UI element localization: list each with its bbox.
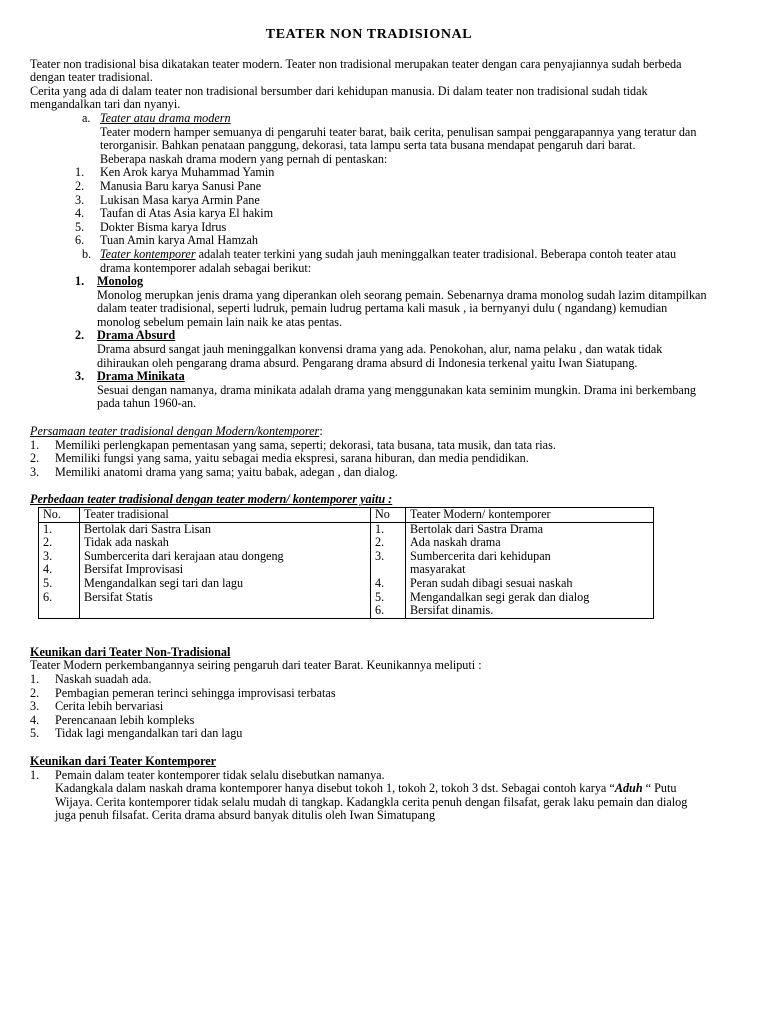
drama-modern-list [75, 166, 708, 248]
drama-minikata-body: Sesuai dengan namanya, drama minikata adalah drama yang menggunakan kata seminim mungkin. Drama ini berkembang pada tahun 1960-an. [97, 382, 697, 411]
list-item: 5. Tidak lagi mengandalkan tari dan lagu [30, 726, 243, 741]
list-item: 3. Cerita lebih bervariasi [30, 699, 164, 714]
list-item: 1. Naskah suadah ada. [30, 671, 152, 686]
header-tradisional: Teater tradisional [80, 508, 371, 523]
list-item: 2. Memiliki fungsi yang sama, yaitu sebagai media ekspresi, sarana hiburan, dan media pendidikan. [30, 451, 529, 466]
list-item: 2. Manusia Baru karya Sanusi Pane [75, 178, 262, 193]
section-a-marker: a. [82, 110, 91, 125]
monolog-heading: 1. Monolog [75, 274, 144, 289]
keunikan-non-intro: Teater Modern perkembangannya seiring pengaruh dari teater Barat. Keunikannya meliputi : [30, 658, 482, 673]
list-item: 6. Tuan Amin karya Amal Hamzah [75, 233, 258, 248]
intro-paragraph-2: Cerita yang ada di dalam teater non tradisional bersumber dari kehidupan manusia. Di dalam teater non tradisional sudah tidak mengandalkan tari dan nyanyi. [30, 83, 648, 112]
persamaan-heading: Persamaan teater tradisional dengan Modern/kontemporer: [30, 424, 323, 439]
list-item: 4. Taufan di Atas Asia karya El hakim [75, 206, 274, 221]
header-modern: Teater Modern/ kontemporer [406, 508, 654, 523]
keunikan-kontemporer-heading: Keunikan dari Teater Kontemporer [30, 753, 217, 768]
perbedaan-table [38, 507, 654, 619]
header-no-left: No. [39, 508, 80, 523]
right-number-column: 1. 2. 3. 4. 5. 6. [371, 522, 406, 618]
list-item: 3. Memiliki anatomi drama yang sama; yaitu babak, adegan , dan dialog. [30, 464, 398, 479]
section-a-list-intro: Beberapa naskah drama modern yang pernah di pentaskan: [100, 151, 388, 166]
list-item: 1. Memiliki perlengkapan pementasan yang sama, seperti; dekorasi, tata busana, tata musik, dan tata rias. [30, 437, 556, 452]
section-a-paragraph: Teater modern hamper semuanya di pengaruhi teater barat, baik cerita, penulisan sampai penggarapannya yang teratur dan terorganisir. Bahkan penataan panggung, dekorasi, tata lampu serta tata busana mendapat pengaruh dari barat. [100, 124, 697, 153]
kontemporer-paragraph: Kadangkala dalam naskah drama kontemporer hanya disebut tokoh 1, tokoh 2, tokoh 3 dst. Sebagai contoh karya “Aduh “ Putu Wijaya. Cerita kontemporer tidak selalu mudah di tangkap. Kadangkla cerita penuh dengan filsafat, gerak laku pemain dan dialog juga penuh filsafat. Cerita drama absurd banyak ditulis oleh Iwan Simatupang [55, 781, 688, 823]
table-row [39, 522, 654, 618]
perbedaan-heading: Perbedaan teater tradisional dengan teater modern/ kontemporer yaitu : [30, 492, 393, 507]
list-item: 1. Pemain dalam teater kontemporer tidak selalu disebutkan namanya. Kadangkala dalam naskah drama kontemporer hanya disebut tokoh 1, tokoh 2, tokoh 3 dst. Sebagai contoh karya “Aduh “ Putu Wijaya. Cerita kontemporer tidak selalu mudah di tangkap. Kadangkla cerita penuh dengan filsafat, gerak laku pemain dan dialog juga penuh filsafat. Cerita drama absurd banyak ditulis oleh Iwan Simatupang [30, 769, 708, 823]
monolog-body: Monolog merupkan jenis drama yang diperankan oleh seorang pemain. Sebenarnya drama monolog sudah lazim ditampilkan dalam teater tradisional, seperti ludruk, pemain ludrug pertama kali masuk , ia bernyanyi dulu ( ngandang) kemudian monolog sebelum pemain lain naik ke atas pentas. [97, 287, 707, 329]
page-title: TEATER NON TRADISIONAL [265, 27, 473, 42]
intro-paragraph-1: Teater non tradisional bisa dikatakan teater modern. Teater non tradisional merupakan teater dengan cara penyajiannya sudah berbeda dengan teater tradisional. [30, 56, 682, 85]
section-b-title: Teater kontemporer [100, 246, 196, 261]
left-number-column: 1. 2. 3. 4. 5. 6. [39, 522, 80, 618]
section-a-body [30, 126, 708, 167]
modern-column: Bertolak dari Sastra Drama Ada naskah drama Sumbercerita dari kehidupan masyarakat Peran sudah dibagi sesuai naskah Mengandalkan segi gerak dan dialog Bersifat dinamis. [406, 522, 654, 618]
kontemporer-item-first: Pemain dalam teater kontemporer tidak selalu disebutkan namanya. [55, 767, 385, 782]
list-item: 3. Lukisan Masa karya Armin Pane [75, 192, 260, 207]
drama-minikata-heading: 3. Drama Minikata [75, 369, 185, 384]
list-item: 4. Perencanaan lebih kompleks [30, 712, 195, 727]
keunikan-kontemporer-list [30, 769, 708, 823]
list-item: 2. Pembagian pemeran terinci sehingga improvisasi terbatas [30, 685, 336, 700]
monolog-block [75, 275, 708, 329]
drama-minikata-block [75, 370, 708, 411]
drama-absurd-heading: 2. Drama Absurd [75, 328, 176, 343]
keunikan-non-heading: Keunikan dari Teater Non-Tradisional [30, 644, 231, 659]
drama-absurd-block [75, 329, 708, 370]
header-no-right: No [371, 508, 406, 523]
list-item: 5. Dokter Bisma karya Idrus [75, 219, 227, 234]
section-a-title: Teater atau drama modern [100, 110, 231, 125]
keunikan-non-list [30, 673, 708, 741]
section-b-heading [30, 248, 708, 275]
drama-absurd-body: Drama absurd sangat jauh meninggalkan konvensi drama yang ada. Penokohan, alur, nama pelaku , dan watak tidak dihiraukan oleh pengarang drama absurd. Pengarang drama absurd di Indonesia terkenal yaitu Iwan Siatupang. [97, 342, 663, 370]
list-item: 1. Ken Arok karya Muhammad Yamin [75, 165, 275, 180]
aduh-title: Aduh [614, 781, 643, 796]
section-a-heading [30, 112, 708, 126]
section-b-marker: b. [82, 246, 92, 261]
section-b-text: adalah teater terkini yang sudah jauh meninggalkan teater tradisional. Beberapa contoh teater atau drama kontemporer adalah sebagai berikut: [100, 246, 677, 275]
persamaan-list [30, 439, 708, 480]
table-header-row [39, 508, 654, 523]
tradisional-column: Bertolak dari Sastra Lisan Tidak ada naskah Sumbercerita dari kerajaan atau dongeng Bersifat Improvisasi Mengandalkan segi tari dan lagu Bersifat Statis [80, 522, 371, 618]
